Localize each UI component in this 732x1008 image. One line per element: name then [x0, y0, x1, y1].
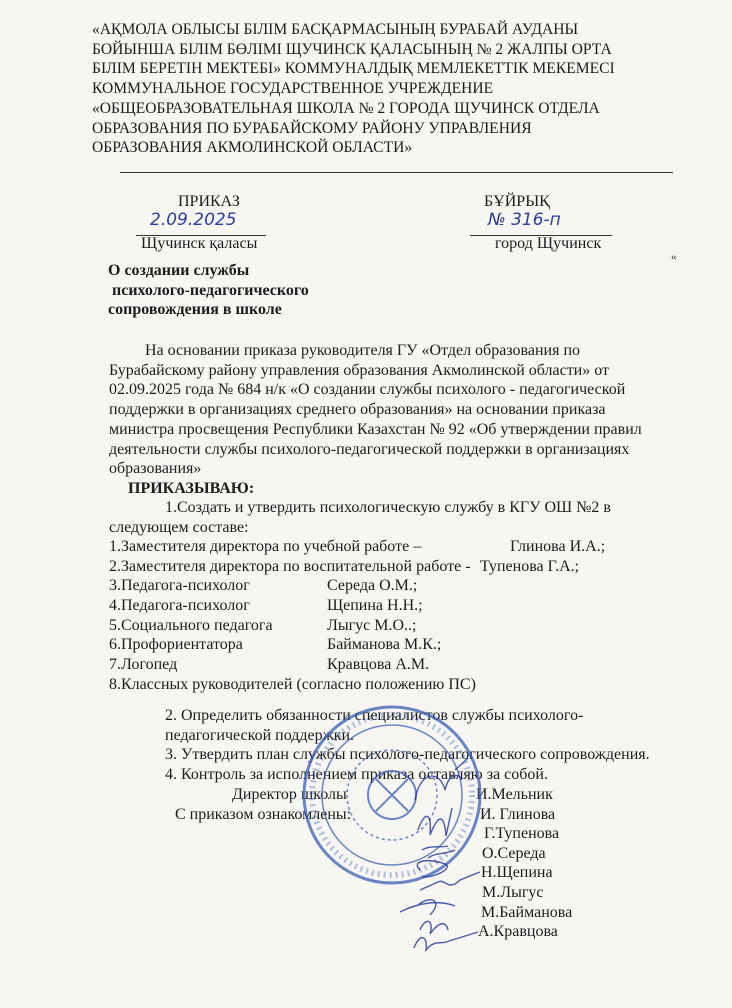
- subject-title: [108, 261, 309, 320]
- preamble-line: министра просвещения Республики Казахстан № 92 «Об утверждении правил: [109, 420, 642, 438]
- preamble-line: образования»: [109, 460, 202, 478]
- item-1-text-cont: следующем составе:: [109, 519, 249, 536]
- header-line: «АҚМОЛА ОБЛЫСЫ БІЛІМ БАСҚАРМАСЫНЫҢ БУРАБАЙ АУДАНЫ: [92, 21, 579, 38]
- staff-name: Кравцова А.М.: [327, 656, 430, 674]
- staff-name: Щепина Н.Н.;: [327, 597, 423, 615]
- order-item: 3. Утвердить план службы психолого-педагогического сопровождения.: [165, 746, 650, 764]
- staff-row: [109, 616, 476, 636]
- header-divider: [120, 172, 673, 173]
- staff-row: [109, 596, 476, 616]
- staff-role: 7.Логопед: [109, 656, 178, 674]
- staff-role: 5.Социального педагога: [109, 616, 273, 634]
- preamble-line: деятельности службы психолого-педагогической поддержки в организациях: [109, 440, 630, 458]
- item-1-text: 1.Создать и утвердить психологическую службу в КГУ ОШ №2 в: [165, 499, 611, 516]
- acquainted-label: С приказом ознакомлены:: [175, 806, 352, 823]
- staff-role: 4.Педагога-психолог: [109, 597, 250, 615]
- header-line: БІЛІМ БЕРЕТІН МЕКТЕБІ» КОММУНАЛДЫҚ МЕМЛЕКЕТТІК МЕКЕМЕСІ: [92, 60, 615, 78]
- place-kz: Щучинск қаласы: [141, 235, 258, 252]
- signatory-name: А.Кравцова: [478, 923, 558, 941]
- order-items: [165, 706, 650, 785]
- subject-line: О создании службы: [108, 262, 250, 279]
- preamble: [109, 341, 642, 479]
- order-item: 4. Контроль за исполнением приказа оставляю за собой.: [165, 766, 548, 784]
- organization-header: [92, 20, 615, 158]
- order-item: 2. Определить обязанности специалистов службы психолого-: [165, 707, 584, 724]
- signatory-name: Г.Тупенова: [484, 825, 560, 843]
- director-label: Директор школы: [232, 786, 347, 803]
- header-line: БОЙЫНША БІЛІМ БӨЛІМІ ЩУЧИНСК ҚАЛАСЫНЫҢ № 2 ЖАЛПЫ ОРТА: [92, 40, 612, 58]
- order-item: педагогической поддержки.: [165, 726, 355, 744]
- signatory-name: М.Байманова: [481, 903, 573, 921]
- order-date: 2.09.2025: [150, 210, 237, 230]
- staff-row: [109, 675, 476, 695]
- signatory-name: О.Середа: [482, 844, 546, 862]
- preamble-line: Бурабайскому району управления образования Акмолинской области» от: [109, 361, 610, 379]
- order-title-ru: ПРИКАЗ: [178, 193, 240, 210]
- subject-line: психолого-педагогического: [108, 281, 309, 299]
- preamble-line: поддержки в организациях среднего образования» на основании приказа: [109, 401, 606, 419]
- order-word: ПРИКАЗЫВАЮ:: [128, 480, 255, 497]
- signatory-name: И.Мельник: [476, 786, 553, 803]
- staff-row: [109, 655, 476, 675]
- staff-role: 6.Профориентатора: [109, 636, 243, 654]
- header-line: КОММУНАЛЬНОЕ ГОСУДАРСТВЕННОЕ УЧРЕЖДЕНИЕ: [92, 80, 494, 98]
- header-line: «ОБЩЕОБРАЗОВАТЕЛЬНАЯ ШКОЛА № 2 ГОРОДА ЩУЧИНСК ОТДЕЛА: [92, 99, 600, 117]
- staff-row: [109, 635, 476, 655]
- staff-name: Середа О.М.;: [327, 577, 418, 595]
- signatory-name: И. Глинова: [480, 805, 556, 823]
- staff-role: 8.Классных руководителей (согласно положению ПС): [109, 675, 476, 693]
- staff-name: Тупенова Г.А.;: [480, 557, 580, 575]
- staff-name: Глинова И.А.;: [510, 538, 606, 555]
- signatory-name: Н.Щепина: [481, 864, 553, 882]
- header-line: ОБРАЗОВАНИЯ ПО БУРАБАЙСКОМУ РАЙОНУ УПРАВЛЕНИЯ: [92, 119, 532, 137]
- order-number: № 316-п: [488, 210, 561, 230]
- staff-row: [109, 576, 476, 596]
- header-line: ОБРАЗОВАНИЯ АКМОЛИНСКОЙ ОБЛАСТИ»: [92, 139, 413, 157]
- staff-role: 2.Заместителя директора по воспитательной работе -: [109, 557, 471, 575]
- place-ru: город Щучинск: [495, 235, 602, 252]
- signatory-name: М.Лыгус: [482, 883, 544, 901]
- staff-role: 3.Педагога-психолог: [109, 577, 250, 595]
- staff-role: 1.Заместителя директора по учебной работе –: [109, 538, 422, 555]
- staff-name: Лыгус М.О..;: [327, 616, 417, 634]
- staff-row: [109, 557, 580, 577]
- signature-icon: [400, 758, 480, 950]
- signatories: [476, 785, 572, 942]
- preamble-line: 02.09.2025 года № 684 н/к «О создании службы психолого - педагогической: [109, 381, 626, 399]
- staff-list: [109, 537, 606, 695]
- subject-line: сопровождения в школе: [108, 301, 282, 319]
- staff-name: Байманова М.К.;: [327, 636, 442, 654]
- order-title-kz: БҰЙРЫҚ: [484, 193, 550, 210]
- staff-row: [109, 537, 606, 557]
- preamble-line: На основании приказа руководителя ГУ «Отдел образования по: [145, 342, 581, 359]
- stray-mark: «: [671, 251, 677, 263]
